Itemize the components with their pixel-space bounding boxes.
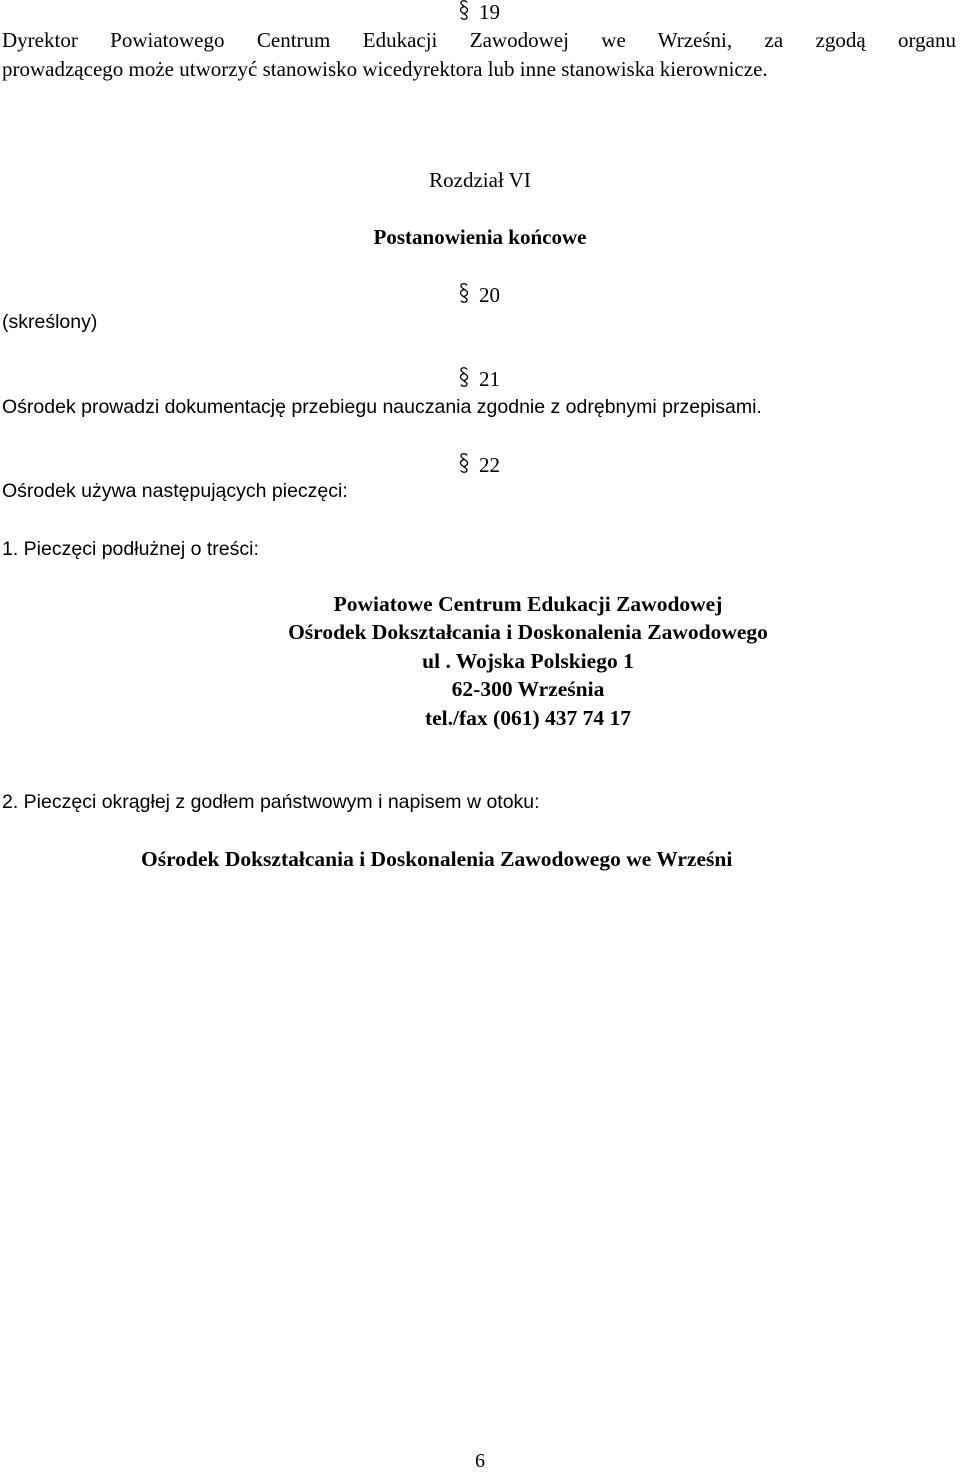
paragraph-22-intro: Ośrodek używa następujących pieczęci: (2, 480, 348, 502)
paragraph-20-text: (skreślony) (2, 311, 98, 333)
stamp-line: Ośrodek Dokształcania i Doskonalenia Zawodowego (288, 620, 768, 645)
paragraph-21-number: 21 (479, 367, 500, 391)
stamp-item-2: 2. Pieczęci okrągłej z godłem państwowym i napisem w otoku: (2, 791, 540, 813)
paragraph-19-line-1: Dyrektor Powiatowego Centrum Edukacji Zawodowej we Wrześni, za zgodą organu (2, 28, 956, 52)
paragraph-20-heading (459, 281, 500, 309)
section-sign-icon (459, 282, 469, 304)
paragraph-20-number: 20 (479, 283, 500, 307)
page-number: 6 (475, 1450, 485, 1472)
paragraph-19-number: 19 (479, 0, 500, 24)
round-stamp-text: Ośrodek Dokształcania i Doskonalenia Zawodowego we Wrześni (141, 847, 733, 871)
stamp-line: Powiatowe Centrum Edukacji Zawodowej (333, 592, 723, 616)
paragraph-22-heading (459, 451, 500, 479)
chapter-title: Rozdział VI (429, 168, 531, 192)
stamp-item-1: 1. Pieczęci podłużnej o treści: (2, 538, 259, 560)
section-sign-icon (459, 452, 469, 474)
stamp-line: ul . Wojska Polskiego 1 (422, 648, 634, 673)
rectangular-stamp-text (0, 590, 960, 732)
paragraph-21-heading (459, 365, 500, 393)
paragraph-19-line-2: prowadzącego może utworzyć stanowisko wicedyrektora lub inne stanowiska kierownicze. (2, 57, 768, 81)
stamp-line: tel./fax (061) 437 74 17 (424, 705, 631, 730)
paragraph-19-heading (459, 0, 500, 26)
stamp-line: 62-300 Września (451, 677, 605, 702)
chapter-subtitle: Postanowienia końcowe (373, 225, 587, 249)
paragraph-22-number: 22 (479, 453, 500, 477)
section-sign-icon (459, 366, 469, 388)
section-sign-icon (459, 0, 469, 21)
paragraph-21-text: Ośrodek prowadzi dokumentację przebiegu nauczania zgodnie z odrębnymi przepisami. (2, 396, 762, 418)
